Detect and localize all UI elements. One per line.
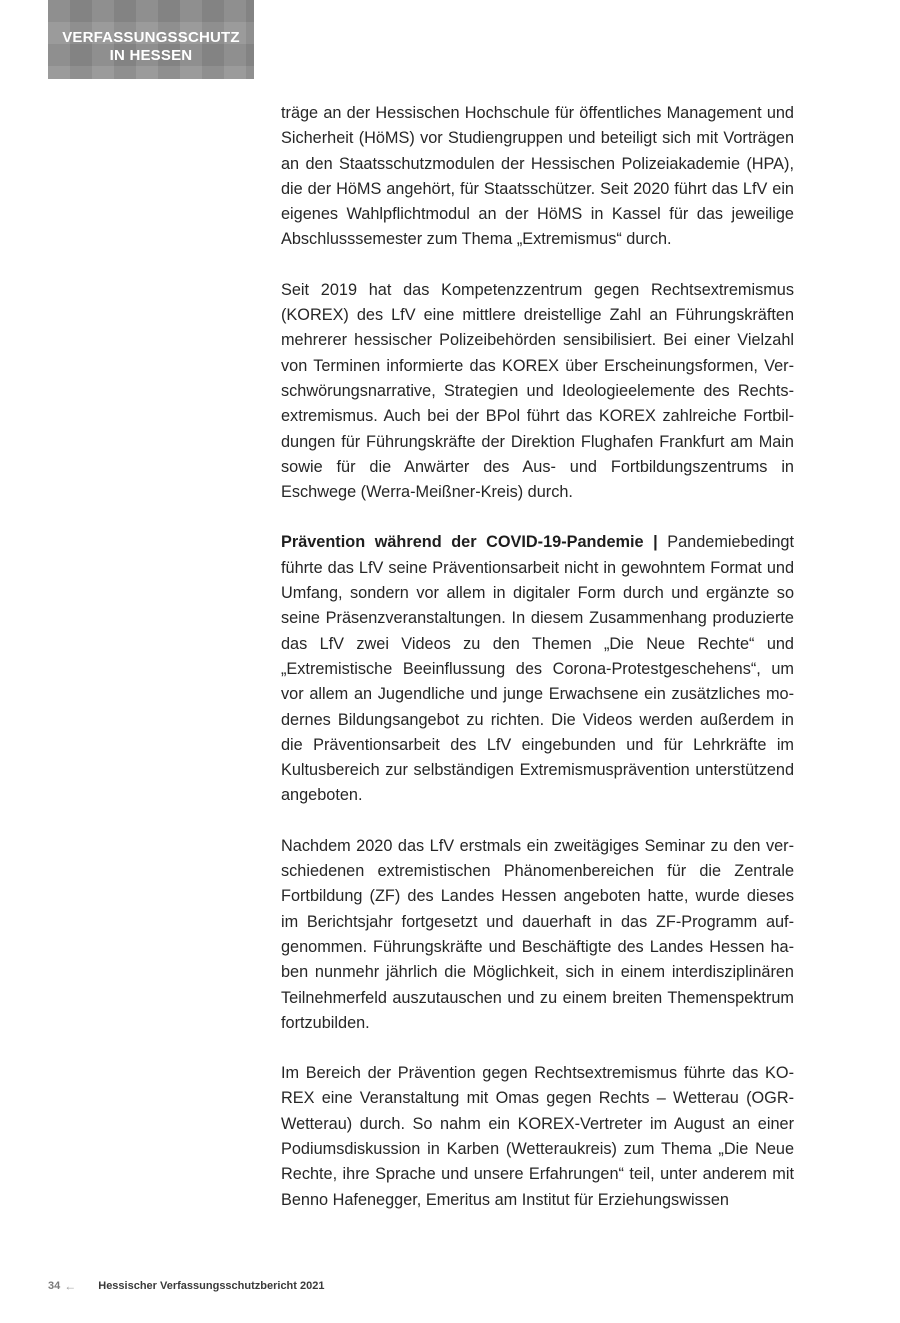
paragraph-heading: Prävention während der COVID-19-Pandemie | xyxy=(281,533,658,552)
section-header-tab xyxy=(48,0,254,79)
paragraph-text: Nachdem 2020 das LfV erstmals ein zweitägiges Seminar zu den verschiedenen extremistischen Phänomenbereichen für die Zentrale Fortbildung (ZF) des Landes Hessen angeboten hatte, wurde dieses im Berichtsjahr fortgesetzt und dauerhaft in das ZF-Programm aufgenommen. Führungskräfte und Beschäftigte des Landes Hessen haben nunmehr jährlich die Möglichkeit, sich in einem interdisziplinären Teilnehmerfeld auszutauschen und zu einem breiten Themenspektrum fortzubilden. xyxy=(281,836,794,1032)
paragraph-4 xyxy=(281,834,794,1036)
paragraph-5 xyxy=(281,1061,794,1213)
paragraph-text: Pandemiebedingt führte das LfV seine Präventionsarbeit nicht in gewohntem Format und Umfang, sondern vor allem in digitaler Form durch und ergänzte so seine Präsenzveranstaltungen. In diesem Zusammenhang produzierte das LfV zwei Videos zu den Themen „Die Neue Rechte“ und „Extremistische Beeinflussung des Corona-Protestgeschehens“, um vor allem an Jugendliche und junge Erwachsene ein zusätzliches modernes Bildungsangebot zu richten. Die Videos werden außerdem in die Präventionsarbeit des LfV eingebunden und für Lehrkräfte im Kultusbereich zur selbständigen Extremismusprävention unterstützend angeboten. xyxy=(281,533,794,805)
paragraph-text: Seit 2019 hat das Kompetenzzentrum gegen Rechtsextremismus (KOREX) des LfV eine mittlere dreistellige Zahl an Führungskräften mehrerer hessischer Polizeibehörden sensibilisiert. Bei einer Vielzahl von Terminen informierte das KOREX über Erscheinungsformen, Verschwörungsnarrative, Strategien und Ideologieelemente des Rechtsextremismus. Auch bei der BPol führt das KOREX zahlreiche Fortbildungen für Führungskräfte der Direktion Flughafen Frankfurt am Main sowie für die Anwärter des Aus- und Fortbildungszentrums in Eschwege (Werra-Meißner-Kreis) durch. xyxy=(281,280,794,502)
page-footer xyxy=(48,1277,324,1295)
paragraph-text: Im Bereich der Prävention gegen Rechtsextremismus führte das KOREX eine Veranstaltung mit Omas gegen Rechts – Wetterau (OGR-Wetterau) durch. So nahm ein KOREX-Vertreter im August an einer Podiumsdiskussion in Karben (Wetteraukreis) zum Thema „Die Neue Rechte, ihre Sprache und unsere Erfahrungen“ teil, unter anderem mit Benno Hafenegger, Emeritus am Institut für Erziehungswissen xyxy=(281,1064,794,1209)
paragraph-2 xyxy=(281,278,794,506)
paragraph-text: träge an der Hessischen Hochschule für öffentliches Management und Sicherheit (HöMS) vor Studiengruppen und beteiligt sich mit Vorträgen an den Staatsschutzmodulen der Hessischen Polizeiakademie (HPA), die der HöMS angehört, für Staatsschützer. Seit 2020 führt das LfV ein eigenes Wahlpflichtmodul an der HöMS in Kassel für das jeweilige Abschlusssemester zum Thema „Extremismus“ durch. xyxy=(281,104,794,249)
publication-title: Hessischer Verfassungsschutzbericht 2021 xyxy=(98,1280,325,1292)
main-text-column xyxy=(281,101,794,1238)
left-arrow-icon[interactable]: ← xyxy=(64,1279,77,1293)
section-header-line-1: VERFASSUNGSSCHUTZ xyxy=(62,29,240,46)
section-header-line-2: IN HESSEN xyxy=(109,47,193,64)
paragraph-1 xyxy=(281,101,794,253)
page-number: 34 xyxy=(48,1280,61,1292)
paragraph-3 xyxy=(281,530,794,808)
